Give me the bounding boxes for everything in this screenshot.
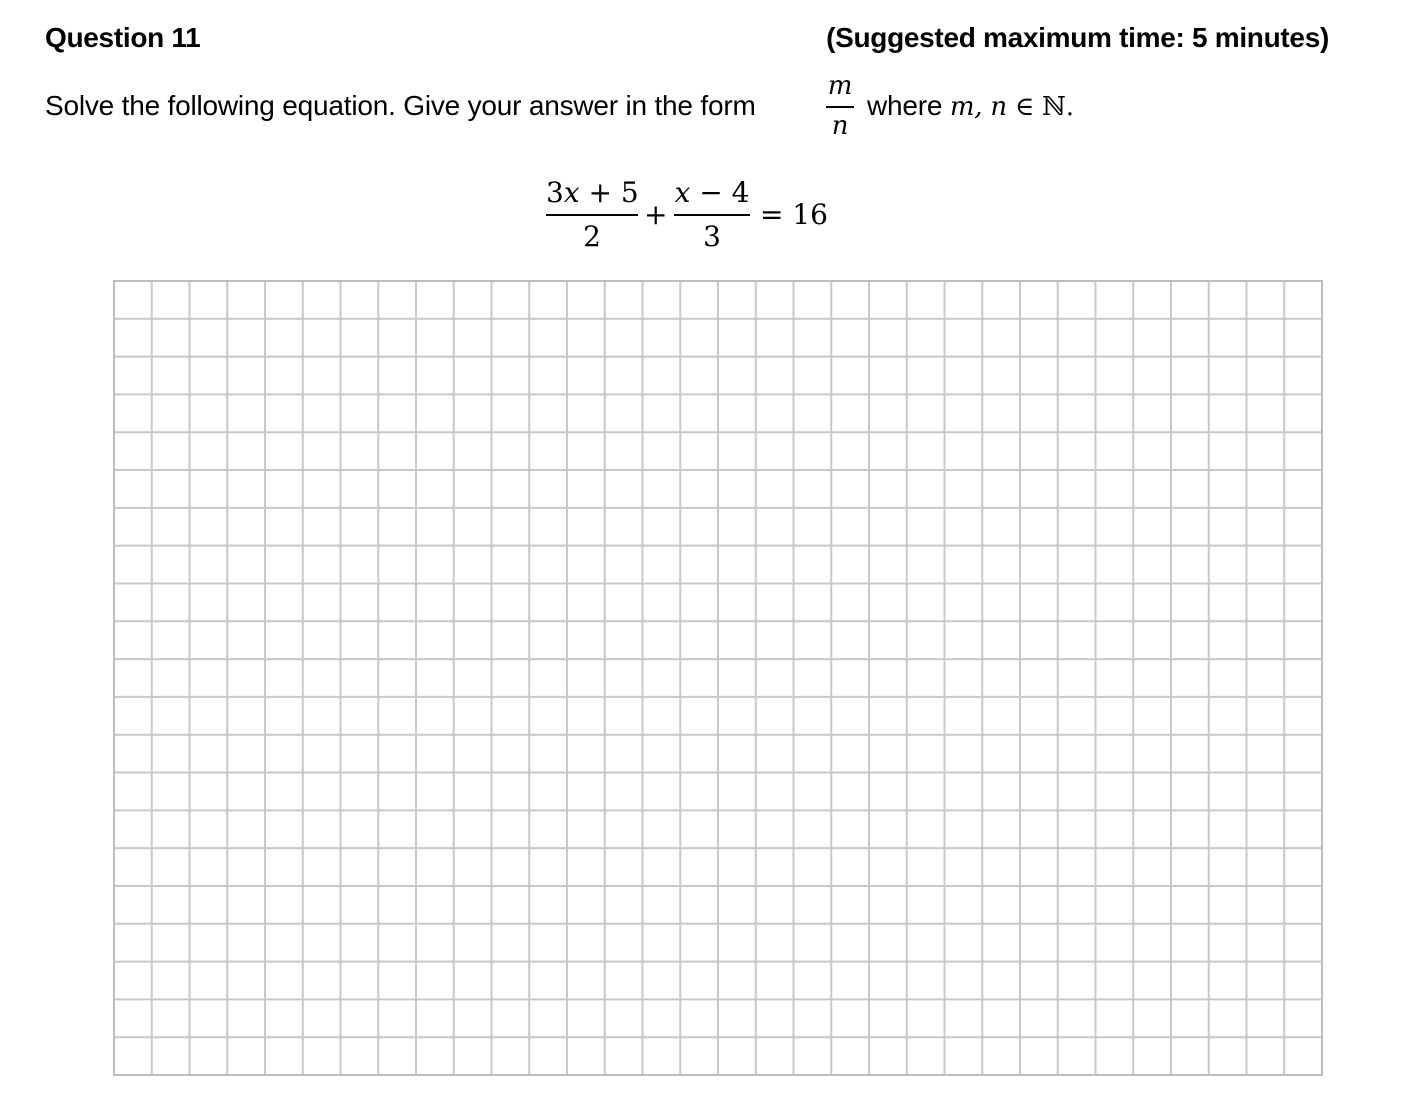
answer-form-numerator: m [827, 71, 853, 101]
fraction-1-numerator: 3x + 5 [546, 176, 639, 209]
answer-form-fraction-bar [826, 106, 854, 108]
condition-variables: m, n [949, 92, 1007, 122]
fraction-2-denominator: 3 [703, 220, 721, 253]
condition-natural-numbers: ℕ. [1042, 92, 1074, 122]
fraction-2-numerator: x − 4 [674, 176, 750, 209]
instruction-text: Solve the following equation. Give your answer in the form [45, 90, 756, 121]
suggested-time-note: (Suggested maximum time: 5 minutes) [826, 22, 1329, 53]
instruction-line [45, 71, 1074, 141]
condition-element-of: ∈ [1006, 92, 1043, 122]
question-title: Question 11 [45, 22, 201, 53]
answer-form-denominator: n [831, 111, 849, 141]
instruction-condition [867, 90, 1074, 122]
equation [540, 172, 840, 262]
condition-where: where [867, 90, 950, 121]
fraction-2-bar [674, 214, 750, 216]
fraction-1-denominator: 2 [583, 220, 601, 253]
equation-plus: + [644, 198, 668, 231]
answer-grid[interactable] [113, 280, 1323, 1076]
answer-grid-lines [113, 280, 1323, 1076]
equation-rhs: = 16 [760, 198, 828, 231]
fraction-1-bar [546, 214, 638, 216]
